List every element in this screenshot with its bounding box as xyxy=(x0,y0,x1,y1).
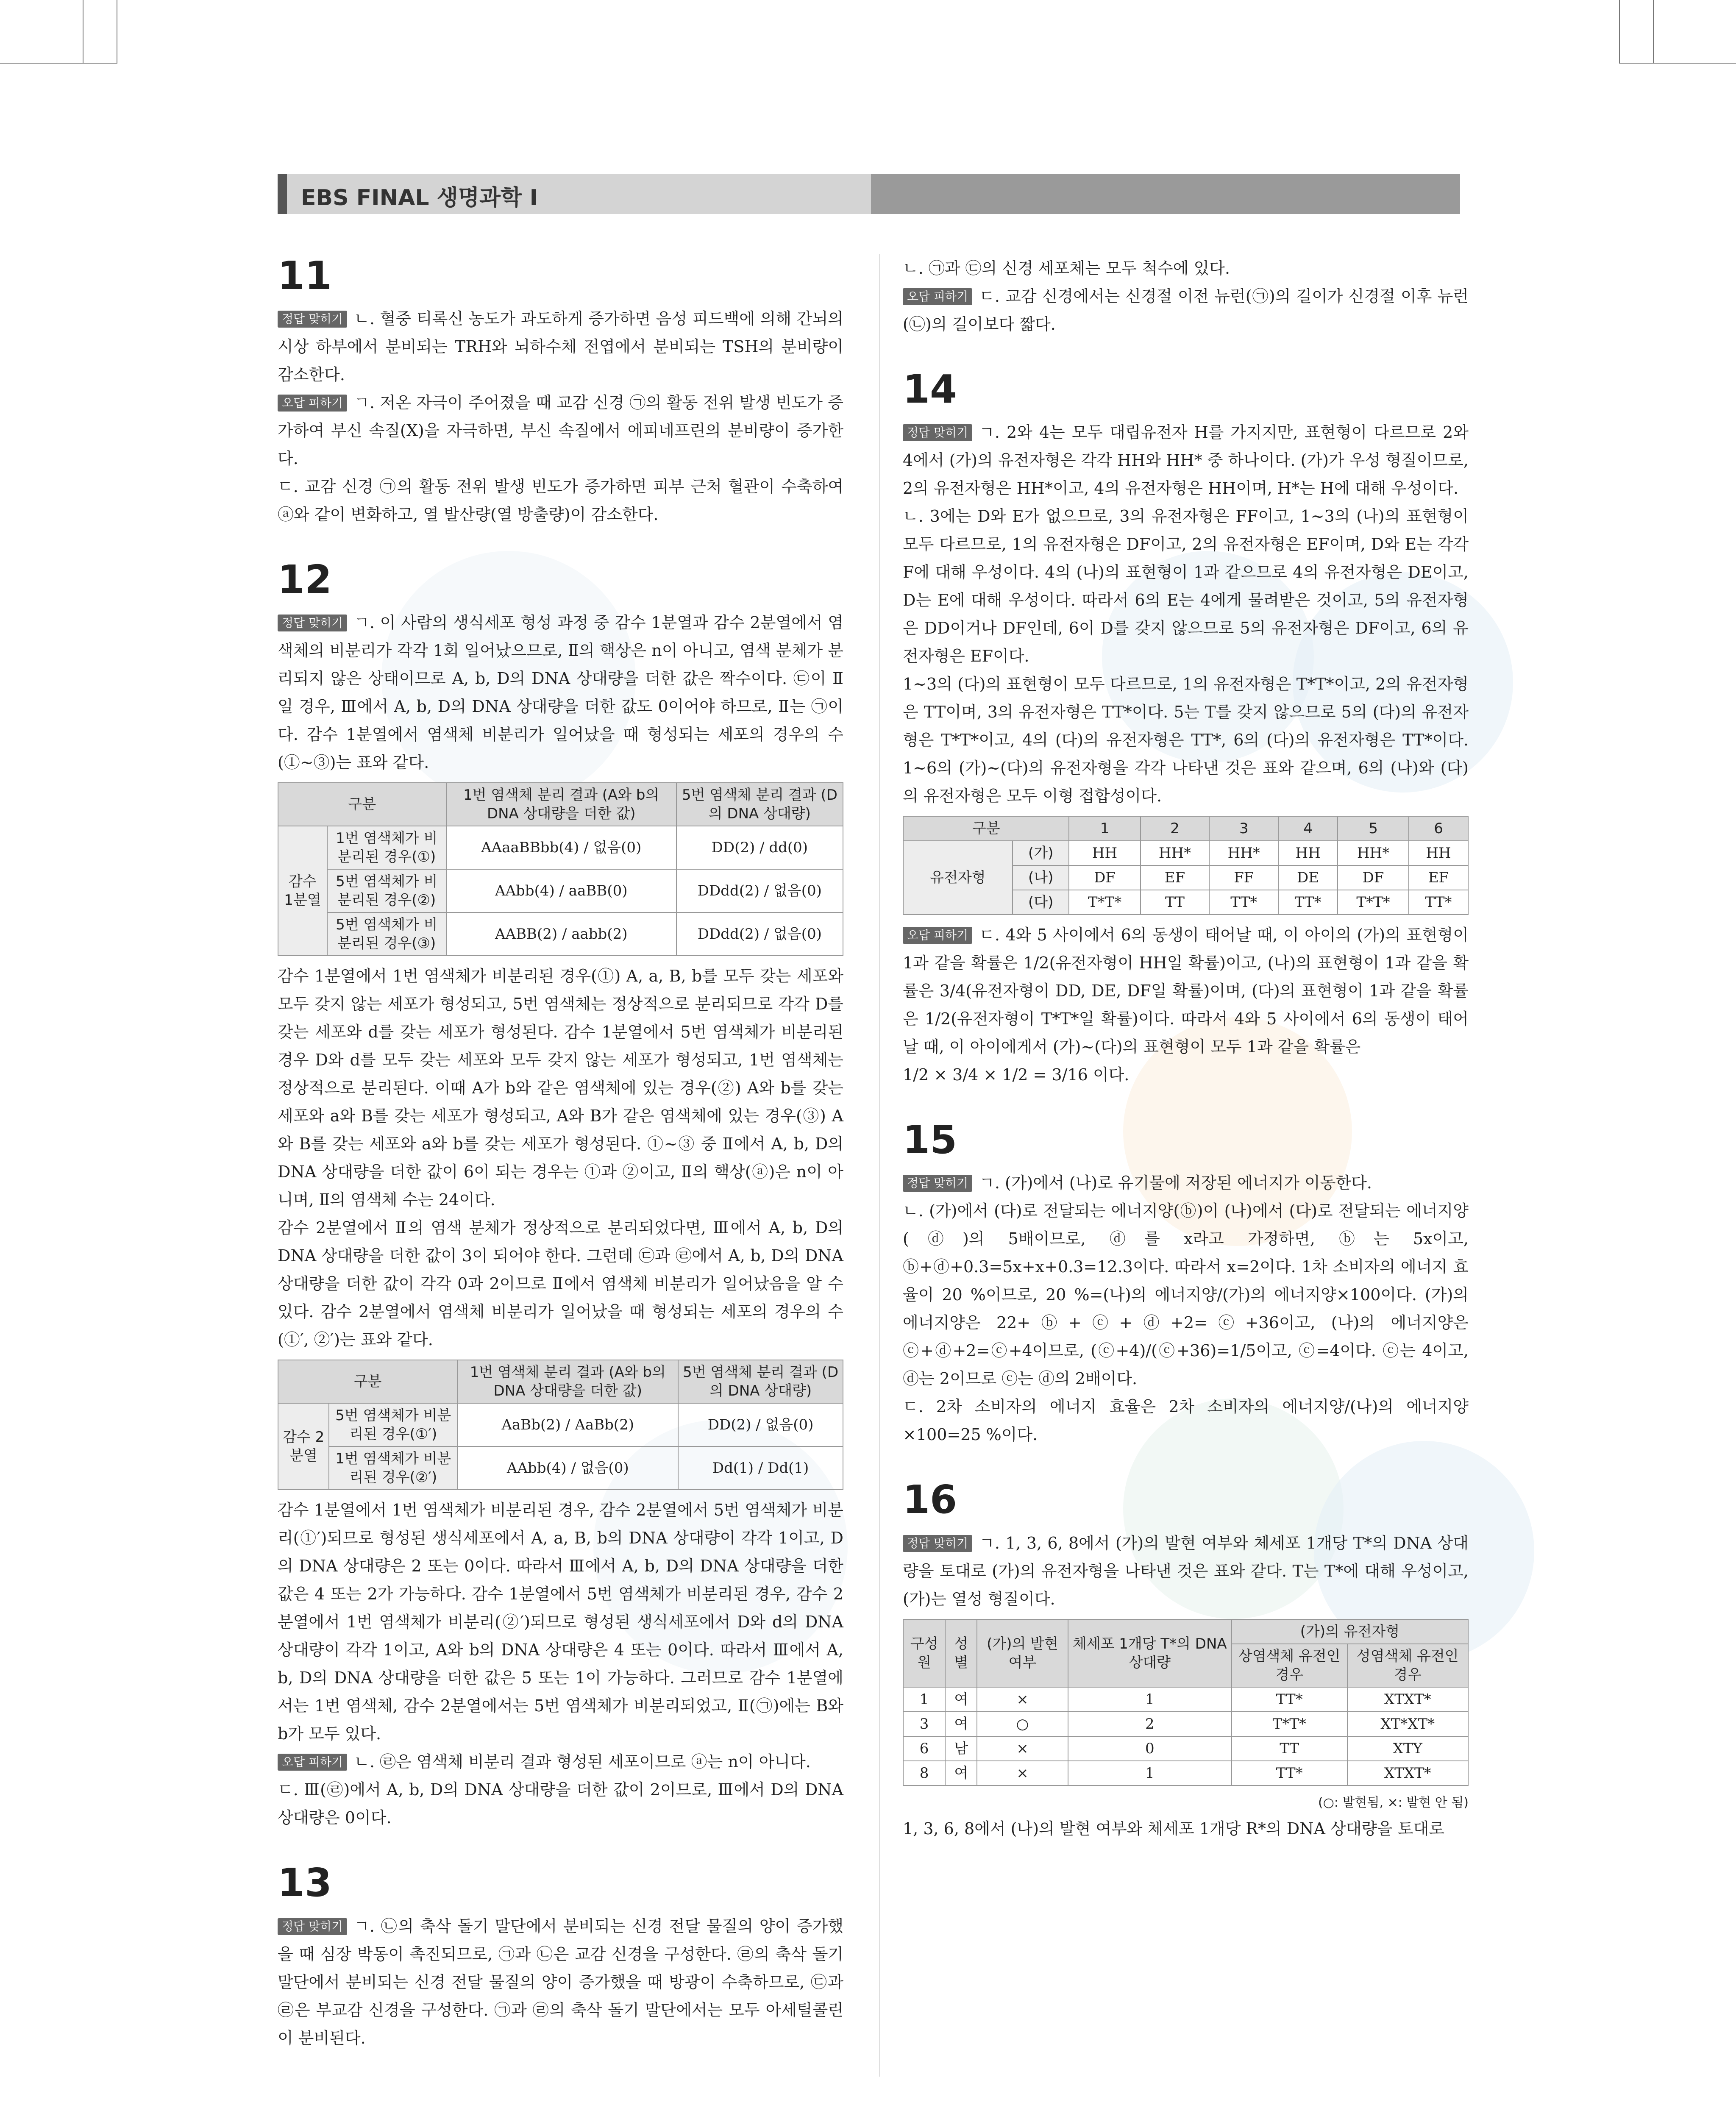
page-header xyxy=(278,174,1460,214)
left-column xyxy=(278,254,843,2052)
table-cell: AABB(2) / aabb(2) xyxy=(446,912,676,956)
table-row-group: 감수 2분열 xyxy=(278,1403,329,1490)
table-cell: (가) xyxy=(1013,841,1069,865)
crop-mark xyxy=(0,63,117,64)
table-cell: 3 xyxy=(903,1712,945,1736)
answer-text: ㄱ. 이 사람의 생식세포 형성 과정 중 감수 1분열과 감수 2분열에서 염색체의 비분리가 각각 1회 일어났으므로, Ⅱ의 핵상은 n이 아니고, 염색 분체가 분리되지 않은 상태이므로 A, b, D의 DNA 상대량을 더한 값은 짝수이다. ㉢이 Ⅱ일 경우, Ⅲ에서 A, b, D의 DNA 상대량을 더한 값도 0이어야 하므로, Ⅱ는 ㉠이다. 감수 1분열에서 염색체 비분리가 일어났을 때 형성되는 세포의 경우의 수(①~③)는 표와 같다. xyxy=(278,613,843,772)
table-cell: EF xyxy=(1409,865,1468,890)
wrong-badge: 오답 피하기 xyxy=(903,288,972,305)
answer-text: ㄱ. 1, 3, 6, 8에서 (가)의 발현 여부와 체세포 1개당 T*의 DNA 상대량을 토대로 (가)의 유전자형을 나타낸 것은 표와 같다. T는 T*에 대해 우성이고, (가)는 열성 형질이다. xyxy=(903,1533,1469,1608)
table-cell: × xyxy=(977,1761,1068,1785)
table-cell: AaBb(2) / AaBb(2) xyxy=(457,1403,678,1446)
table-cell: XTY xyxy=(1347,1736,1468,1761)
table-cell: T*T* xyxy=(1338,890,1409,915)
table-cell: HH xyxy=(1409,841,1468,865)
table-cell: DDdd(2) / 없음(0) xyxy=(676,869,843,912)
table-cell: HH* xyxy=(1209,841,1278,865)
table-cell: DF xyxy=(1338,865,1409,890)
table-cell: 1 xyxy=(1068,1761,1232,1785)
correct-badge: 정답 맞히기 xyxy=(903,1175,972,1192)
table-cell: 1 xyxy=(1068,1687,1232,1712)
table-cell: AAbb(4) / aaBB(0) xyxy=(446,869,676,912)
header-bar-right xyxy=(871,174,1460,214)
table-note: (○: 발현됨, ×: 발현 안 됨) xyxy=(1318,1795,1469,1810)
table-cell: HH* xyxy=(1338,841,1409,865)
wrong-badge: 오답 피하기 xyxy=(278,1754,347,1771)
table-header: 1번 염색체 분리 결과 (A와 b의 DNA 상대량을 더한 값) xyxy=(457,1360,678,1403)
nondisjunction-table-2 xyxy=(278,1360,843,1490)
nondisjunction-table-1 xyxy=(278,782,843,956)
answer-paragraph: ㄴ. 3에는 D와 E가 없으므로, 3의 유전자형은 FF이고, 1~3의 (나)의 표현형이 모두 다르므로, 1의 유전자형은 DF이고, 2의 유전자형은 EF이며, D와 E는 각각 F에 대해 우성이다. 4의 (나)의 표현형이 1과 같으므로 4의 유전자형은 DE이고, D는 E에 대해 우성이다. 따라서 6의 E는 4에게 물려받은 것이고, 5의 유전자형은 DD이거나 DF인데, 6이 D를 갖지 않으므로 5의 유전자형은 DF이고, 6의 유전자형은 EF이다. xyxy=(903,507,1469,666)
table-cell: TT* xyxy=(1232,1761,1347,1785)
table-cell: DDdd(2) / 없음(0) xyxy=(676,912,843,956)
table-cell: HH xyxy=(1069,841,1140,865)
answer-paragraph xyxy=(278,1912,843,2052)
table-cell: ○ xyxy=(977,1712,1068,1736)
probability-calc: 1/2 × 3/4 × 1/2 = 3/16 이다. xyxy=(903,1065,1130,1085)
table-cell: 5번 염색체가 비분리된 경우(①′) xyxy=(329,1403,457,1446)
table-cell: XT*XT* xyxy=(1347,1712,1468,1736)
answer-paragraph xyxy=(903,1169,1469,1197)
table-cell: TT xyxy=(1141,890,1210,915)
answer-paragraph: 감수 1분열에서 1번 염색체가 비분리된 경우(①) A, a, B, b를 모두 갖는 세포와 모두 갖지 않는 세포가 형성되고, 5번 염색체는 정상적으로 분리되므로 각각 D를 갖는 세포와 d를 갖는 세포가 형성된다. 감수 1분열에서 5번 염색체가 비분리된 경우 D와 d를 모두 갖는 세포와 모두 갖지 않는 세포가 형성되고, 1번 염색체는 정상적으로 분리된다. 이때 A가 b와 같은 염색체에 있는 경우(②) A와 b를 갖는 세포와 a와 B를 갖는 세포가 형성되고, A와 B가 같은 염색체에 있는 경우(③) A와 B를 갖는 세포와 a와 b를 갖는 세포가 형성된다. ①~③ 중 Ⅱ에서 A, b, D의 DNA 상대량을 더한 값이 6이 되는 경우는 ①과 ②이고, Ⅱ의 핵상(ⓐ)은 n이 아니며, Ⅱ의 염색체 수는 24이다. xyxy=(278,967,843,1210)
question-number: 15 xyxy=(903,1117,957,1163)
table-header: 5 xyxy=(1338,816,1409,841)
table-cell: AAbb(4) / 없음(0) xyxy=(457,1446,678,1490)
table-cell: 0 xyxy=(1068,1736,1232,1761)
table-cell: HH* xyxy=(1141,841,1210,865)
right-column xyxy=(903,254,1469,1843)
table-cell: 여 xyxy=(945,1761,977,1785)
table-cell: TT* xyxy=(1209,890,1278,915)
crop-mark xyxy=(1619,0,1620,64)
question-number: 13 xyxy=(278,1860,332,1906)
table-header: 4 xyxy=(1278,816,1338,841)
table-header: 구성원 xyxy=(903,1619,945,1687)
table-cell: 1번 염색체가 비분리된 경우(①) xyxy=(327,826,446,869)
table-cell: TT* xyxy=(1278,890,1338,915)
table-cell: FF xyxy=(1209,865,1278,890)
answer-paragraph xyxy=(903,921,1469,1061)
correct-badge: 정답 맞히기 xyxy=(278,615,347,631)
answer-text: ㄴ. 혈중 티록신 농도가 과도하게 증가하면 음성 피드백에 의해 간뇌의 시상 하부에서 분비되는 TRH와 뇌하수체 전엽에서 분비되는 TSH의 분비량이 감소한다. xyxy=(278,309,843,384)
table-cell: T*T* xyxy=(1232,1712,1347,1736)
header-title: EBS FINAL 생명과학 Ⅰ xyxy=(301,185,538,211)
table-header: 3 xyxy=(1209,816,1278,841)
table-cell: 남 xyxy=(945,1736,977,1761)
table-header: 2 xyxy=(1141,816,1210,841)
answer-paragraph: 1~3의 (다)의 표현형이 모두 다르므로, 1의 유전자형은 T*T*이고, 2의 유전자형은 TT이며, 3의 유전자형은 TT*이다. 5는 T를 갖지 않으므로 5의 (다)의 유전자형은 T*T*이고, 4의 (다)의 유전자형은 TT*, 6의 (다)의 유전자형은 TT*이다. 1~6의 (가)~(다)의 유전자형을 각각 나타낸 것은 표와 같으며, 6의 (나)와 (다)의 유전자형은 모두 이형 접합성이다. xyxy=(903,675,1469,806)
table-header: 구분 xyxy=(903,816,1069,841)
answer-paragraph xyxy=(278,609,843,776)
correct-badge: 정답 맞히기 xyxy=(278,1918,347,1935)
table-cell: T*T* xyxy=(1069,890,1140,915)
answer-paragraph: ㄴ. ㉠과 ㉢의 신경 세포체는 모두 척수에 있다. xyxy=(903,259,1230,278)
table-header: 구분 xyxy=(278,1360,457,1403)
correct-badge: 정답 맞히기 xyxy=(903,424,972,441)
table-cell: DE xyxy=(1278,865,1338,890)
table-cell: TT xyxy=(1232,1736,1347,1761)
table-cell: XTXT* xyxy=(1347,1687,1468,1712)
table-cell: (다) xyxy=(1013,890,1069,915)
table-cell: Dd(1) / Dd(1) xyxy=(678,1446,843,1490)
column-divider xyxy=(879,254,880,2077)
table-header: (가)의 유전자형 xyxy=(1232,1619,1468,1644)
table-cell: 6 xyxy=(903,1736,945,1761)
table-cell: 2 xyxy=(1068,1712,1232,1736)
answer-paragraph: ㄷ. 2차 소비자의 에너지 효율은 2차 소비자의 에너지양/(나)의 에너지양×100=25 %이다. xyxy=(903,1397,1469,1444)
answer-paragraph xyxy=(278,389,843,473)
table-row-group: 감수 1분열 xyxy=(278,826,327,956)
answer-paragraph xyxy=(903,418,1469,502)
answer-text: ㄱ. ㉡의 축삭 돌기 말단에서 분비되는 신경 전달 물질의 양이 증가했을 때 심장 박동이 촉진되므로, ㉠과 ㉡은 교감 신경을 구성한다. ㉣의 축삭 돌기 말단에서 분비되는 신경 전달 물질의 양이 증가했을 때 방광이 수축하므로, ㉢과 ㉣은 부교감 신경을 구성한다. ㉠과 ㉣의 축삭 돌기 말단에서는 모두 아세틸콜린이 분비된다. xyxy=(278,1916,843,2047)
table-cell: AAaaBBbb(4) / 없음(0) xyxy=(446,826,676,869)
question-number: 12 xyxy=(278,557,332,603)
answer-paragraph: 1, 3, 6, 8에서 (나)의 발현 여부와 체세포 1개당 R*의 DNA 상대량을 토대로 xyxy=(903,1819,1445,1838)
table-header: 상염색체 유전인 경우 xyxy=(1232,1644,1347,1687)
table-header: 6 xyxy=(1409,816,1468,841)
answer-text: ㄱ. 2와 4는 모두 대립유전자 H를 가지지만, 표현형이 다르므로 2와 4에서 (가)의 유전자형은 각각 HH와 HH* 중 하나이다. (가)가 우성 형질이므로, 2의 유전자형은 HH*이고, 4의 유전자형은 HH이며, H*는 H에 대해 우성이다. xyxy=(903,423,1469,498)
wrong-badge: 오답 피하기 xyxy=(903,927,972,944)
table-cell: × xyxy=(977,1687,1068,1712)
table-cell: EF xyxy=(1141,865,1210,890)
table-cell: 여 xyxy=(945,1712,977,1736)
answer-text: ㄷ. 4와 5 사이에서 6의 동생이 태어날 때, 이 아이의 (가)의 표현형이 1과 같을 확률은 1/2(유전자형이 HH일 확률)이고, (나)의 표현형이 1과 같을 확률은 3/4(유전자형이 DD, DE, DF일 확률)이며, (다)의 표현형이 1과 같을 확률은 1/2(유전자형이 T*T*일 확률)이다. 따라서 4와 5 사이에서 6의 동생이 태어날 때, 이 아이에게서 (가)~(다)의 표현형이 모두 1과 같을 확률은 xyxy=(903,926,1469,1057)
table-cell: (나) xyxy=(1013,865,1069,890)
correct-badge: 정답 맞히기 xyxy=(903,1535,972,1552)
table-cell: × xyxy=(977,1736,1068,1761)
table-cell: 5번 염색체가 비분리된 경우(②) xyxy=(327,869,446,912)
table-cell: HH xyxy=(1278,841,1338,865)
answer-paragraph: ㄷ. 교감 신경 ㉠의 활동 전위 발생 빈도가 증가하면 피부 근처 혈관이 수축하여 ⓐ와 같이 변화하고, 열 발산량(열 방출량)이 감소한다. xyxy=(278,477,843,524)
question-number: 14 xyxy=(903,367,957,412)
table-cell: 1번 염색체가 비분리된 경우(②′) xyxy=(329,1446,457,1490)
correct-badge: 정답 맞히기 xyxy=(278,311,347,328)
table-cell: DF xyxy=(1069,865,1140,890)
answer-paragraph xyxy=(278,1748,843,1776)
answer-paragraph: ㄷ. Ⅲ(㉣)에서 A, b, D의 DNA 상대량을 더한 값이 2이므로, Ⅲ에서 D의 DNA 상대량은 0이다. xyxy=(278,1780,843,1827)
table-header: (가)의 발현 여부 xyxy=(977,1619,1068,1687)
table-row-group: 유전자형 xyxy=(903,841,1013,915)
crop-mark xyxy=(1619,63,1736,64)
answer-text: ㄴ. ㉣은 염색체 비분리 결과 형성된 세포이므로 ⓐ는 n이 아니다. xyxy=(354,1752,811,1771)
header-tab xyxy=(278,174,287,214)
table-header: 5번 염색체 분리 결과 (D의 DNA 상대량) xyxy=(676,783,843,826)
table-header: 1번 염색체 분리 결과 (A와 b의 DNA 상대량을 더한 값) xyxy=(446,783,676,826)
table-cell: DD(2) / 없음(0) xyxy=(678,1403,843,1446)
table-cell: 8 xyxy=(903,1761,945,1785)
table-cell: 여 xyxy=(945,1687,977,1712)
answer-paragraph xyxy=(903,282,1469,338)
table-header: 구분 xyxy=(278,783,446,826)
table-header: 성염색체 유전인 경우 xyxy=(1347,1644,1468,1687)
pedigree-genotype-table xyxy=(903,1619,1469,1786)
answer-paragraph xyxy=(903,1529,1469,1613)
answer-text: ㄱ. 저온 자극이 주어졌을 때 교감 신경 ㉠의 활동 전위 발생 빈도가 증가하여 부신 속질(X)을 자극하면, 부신 속질에서 에피네프린의 분비량이 증가한다. xyxy=(278,393,843,468)
answer-paragraph: 감수 1분열에서 1번 염색체가 비분리된 경우, 감수 2분열에서 5번 염색체가 비분리(①′)되므로 형성된 생식세포에서 A, a, B, b의 DNA 상대량이 각각 1이고, D의 DNA 상대량은 2 또는 0이다. 따라서 Ⅲ에서 A, b, D의 DNA 상대량을 더한 값은 4 또는 2가 가능하다. 감수 1분열에서 5번 염색체가 비분리된 경우, 감수 2분열에서 1번 염색체가 비분리(②′)되므로 형성된 생식세포에서 D와 d의 DNA 상대량이 각각 1이고, A와 b의 DNA 상대량은 4 또는 0이다. 따라서 Ⅲ에서 A, b, D의 DNA 상대량을 더한 값은 5 또는 1이 가능하다. 그러므로 감수 1분열에서는 1번 염색체, 감수 2분열에서는 5번 염색체가 비분리되었고, Ⅱ(㉠)에는 B와 b가 모두 있다. xyxy=(278,1501,843,1744)
answer-text: ㄱ. (가)에서 (나)로 유기물에 저장된 에너지가 이동한다. xyxy=(979,1174,1372,1193)
table-cell: TT* xyxy=(1409,890,1468,915)
question-number: 11 xyxy=(278,253,332,298)
table-cell: 5번 염색체가 비분리된 경우(③) xyxy=(327,912,446,956)
crop-mark xyxy=(1653,0,1654,64)
answer-paragraph: ㄴ. (가)에서 (다)로 전달되는 에너지양(ⓑ)이 (나)에서 (다)로 전달되는 에너지양(ⓓ)의 5배이므로, ⓓ를 x라고 가정하면, ⓑ는 5x이고, ⓑ+ⓓ+0.3=5x+x+0.3=12.3이다. 따라서 x=2이다. 1차 소비자의 에너지 효율이 20 %이므로, 20 %=(나)의 에너지양/(가)의 에너지양×100이다. (가)의 에너지양은 22+ⓑ+ⓒ+ⓓ+2=ⓒ+36이고, (나)의 에너지양은 ⓒ+ⓓ+2=ⓒ+4이므로, (ⓒ+4)/(ⓒ+36)=1/5이고, ⓒ=4이다. ⓒ는 4이고, ⓓ는 2이므로 ⓒ는 ⓓ의 2배이다. xyxy=(903,1201,1469,1388)
table-header: 성별 xyxy=(945,1619,977,1687)
table-cell: 1 xyxy=(903,1687,945,1712)
question-number: 16 xyxy=(903,1477,957,1523)
answer-paragraph xyxy=(278,305,843,389)
table-cell: XTXT* xyxy=(1347,1761,1468,1785)
table-cell: DD(2) / dd(0) xyxy=(676,826,843,869)
table-header: 체세포 1개당 T*의 DNA 상대량 xyxy=(1068,1619,1232,1687)
table-cell: TT* xyxy=(1232,1687,1347,1712)
genotype-table xyxy=(903,816,1469,915)
wrong-badge: 오답 피하기 xyxy=(278,395,347,412)
table-header: 1 xyxy=(1069,816,1140,841)
answer-text: ㄷ. 교감 신경에서는 신경절 이전 뉴런(㉠)의 길이가 신경절 이후 뉴런(㉡)의 길이보다 짧다. xyxy=(903,287,1469,334)
table-header: 5번 염색체 분리 결과 (D의 DNA 상대량) xyxy=(678,1360,843,1403)
answer-paragraph: 감수 2분열에서 Ⅱ의 염색 분체가 정상적으로 분리되었다면, Ⅲ에서 A, b, D의 DNA 상대량을 더한 값이 3이 되어야 한다. 그런데 ㉢과 ㉣에서 A, b, D의 DNA 상대량을 더한 값이 각각 0과 2이므로 Ⅱ에서 염색체 비분리가 일어났음을 알 수 있다. 감수 2분열에서 염색체 비분리가 일어났을 때 형성되는 세포의 경우의 수(①′, ②′)는 표와 같다. xyxy=(278,1218,843,1349)
